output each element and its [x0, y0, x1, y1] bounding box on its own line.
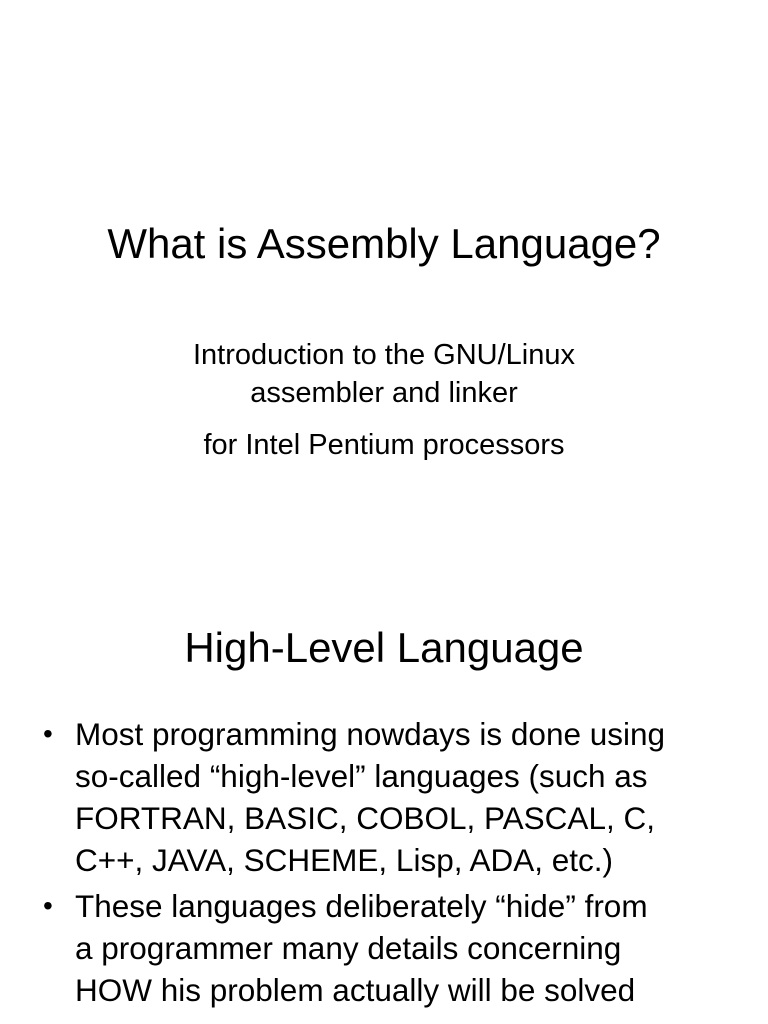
- slide-2: [0, 512, 768, 1024]
- bullet-line: so-called “high-level” languages (such as: [75, 758, 648, 794]
- bullet-line: FORTRAN, BASIC, COBOL, PASCAL, C,: [75, 800, 655, 836]
- subtitle-line: assembler and linker: [250, 377, 518, 409]
- bullet-item: [0, 885, 768, 1011]
- bullet-line: Most programming nowdays is done using: [75, 716, 666, 752]
- bullet-line: HOW his problem actually will be solved: [75, 972, 636, 1008]
- bullet-line: a programmer many details concerning: [75, 930, 622, 966]
- bullet-item: [0, 713, 768, 881]
- bullet-line: C++, JAVA, SCHEME, Lisp, ADA, etc.): [75, 842, 614, 878]
- bullet-line: These languages deliberately “hide” from: [75, 888, 648, 924]
- subtitle-line: Introduction to the GNU/Linux: [192, 339, 576, 371]
- slide-1-subtitle: [0, 336, 768, 412]
- subtitle-line: for Intel Pentium processors: [203, 429, 565, 461]
- slide-2-title: High-Level Language: [184, 624, 584, 671]
- slide-1-title: What is Assembly Language?: [107, 220, 661, 267]
- bullet-list: [0, 713, 768, 1011]
- slide-1-subtitle-2: [0, 426, 768, 464]
- bullet-dot-icon: •: [43, 890, 53, 921]
- bullet-dot-icon: •: [43, 718, 53, 749]
